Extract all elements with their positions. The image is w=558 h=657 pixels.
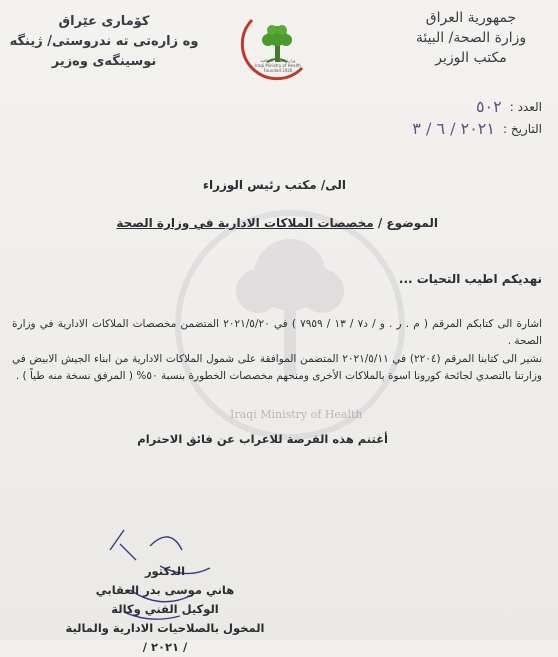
number-value: ٥٠٢ [475, 97, 502, 116]
addressee: الى/ مكتب رئيس الوزراء [202, 178, 346, 192]
paragraph-details: نشير الى كتابنا المرقم (٢٢٠٤) في ٢٠٢١/٥/١١ المتضمن الموافقة على شمول الملاكات الادارية من ابناء الجيش الابيض في وزارتنا بالتصدي لجائحة كورونا اسوة بالملاكات الأخرى ومنحهم مخصصات الخطورة بنسبة ٥٠% ( المرفق نسخة منه طياً ) . [12, 353, 542, 382]
header-kurdish [4, 12, 204, 72]
subject-value: مخصصات الملاكات الادارية في وزارة الصحة [116, 216, 374, 230]
logo-caption: وزارة الصحة العراقية Iraqi Ministry of Health Founded 1920 [255, 58, 301, 73]
sig-title: الدكتور [144, 564, 186, 578]
date-label: التاريخ : [502, 122, 542, 136]
number-label: العدد : [509, 100, 542, 114]
closing-line: أغتنم هذه الفرصة للاعراب عن فائق الاحترام [137, 432, 388, 446]
signature-block [60, 562, 270, 657]
sig-position: الوكيل الفني وكالة [111, 602, 219, 616]
sig-authority: المخول بالصلاحيات الادارية والمالية [65, 621, 265, 635]
header-line-office: مكتب الوزير [435, 50, 507, 66]
greeting: نهديكم اطيب التحيات ... [398, 272, 542, 286]
header-kurdish-country: كۆماری عێراق [58, 14, 150, 29]
subject-line [116, 216, 438, 230]
date-row [392, 118, 542, 140]
header-kurdish-ministry: وه زارەتی تە ندروستی/ ژینگە [9, 34, 199, 49]
subject-label: الموضوع / [377, 216, 438, 230]
watermark-caption: Iraqi Ministry of Health [230, 408, 363, 421]
reference-block [392, 96, 542, 140]
sig-date: / ٢٠٢١ / [142, 640, 188, 654]
paragraph-reference: اشارة الى كتابكم المرقم ( م . ر . و / د٧ / ١٣ / ٧٩٥٩ ) في ٢٠٢١/٥/٢٠ المتضمن مخصصات الملاكات الادارية في وزارة الصحة . [12, 318, 542, 347]
header-arabic [396, 8, 546, 68]
sig-name: هاني موسى بدر العقابي [95, 583, 235, 597]
header-line-ministry: وزارة الصحة/ البيئة [415, 30, 527, 46]
date-value: ٢٠٢١ / ٦ / ٣ [412, 119, 495, 138]
header-kurdish-office: نوسینگەی وەزیر [51, 54, 157, 69]
number-row [392, 96, 542, 118]
header-line-country: جمهورية العراق [425, 10, 517, 26]
